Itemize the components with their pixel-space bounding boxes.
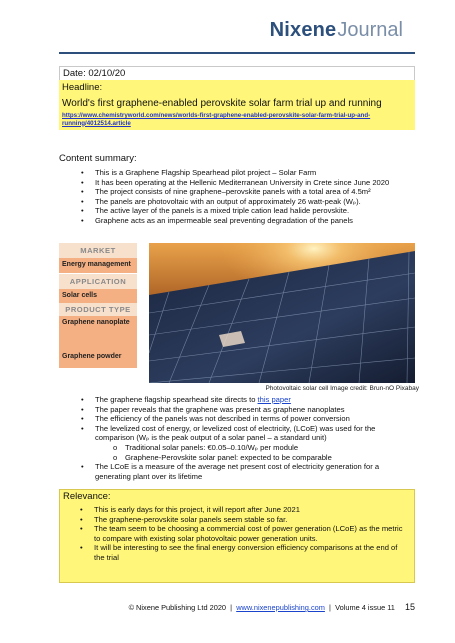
list-item: • It will be interesting to see the final energy conversion efficiency comparisons at the end of the trial: [80, 543, 398, 562]
headline-source-link[interactable]: https://www.chemistryworld.com/news/worlds-first-graphene-enabled-perovskite-solar-farm-trial-up-and-running/4012514.article: [62, 112, 371, 127]
list-item: • The graphene flagship spearhead site directs to this paper: [81, 395, 291, 404]
list-item: • The efficiency of the panels was not described in terms of power conversion: [81, 414, 350, 424]
footer-website-link[interactable]: www.nixenepublishing.com: [236, 603, 325, 612]
market-label: MARKET: [59, 243, 137, 258]
list-item: • The levelized cost of energy, or levelized cost of electricity, (LCoE) was used for the comparison (Wₚ is the peak output of a solar panel – a standard unit): [81, 423, 376, 443]
paper-link[interactable]: this paper: [257, 395, 291, 404]
list-item: • The project consists of nine graphene–perovskite panels with a total area of 4.5m²: [81, 187, 371, 197]
photo-credit: Photovoltaic solar cell Image credit: Brun-nO Pixabay: [265, 385, 419, 392]
list-item: • The graphene-perovskite solar panels seem stable so far.: [80, 514, 288, 524]
sub-list-item: o Graphene-Perovskite solar panel: expected to be comparable: [113, 452, 332, 462]
content-summary-title: Content summary:: [59, 153, 137, 164]
list-item: • The paper reveals that the graphene was present as graphene nanoplates: [81, 404, 345, 414]
product-value: Graphene nanoplate: [59, 316, 137, 349]
footer-separator: |: [230, 603, 233, 612]
logo-name-light: Journal: [337, 19, 403, 41]
relevance-box: [59, 489, 415, 583]
footer-copyright: © Nixene Publishing Ltd 2020: [128, 603, 227, 612]
application-value: Solar cells: [59, 289, 137, 304]
page-footer: [0, 602, 415, 612]
list-item: • Graphene acts as an impermeable seal preventing degradation of the panels: [81, 215, 353, 225]
product-value: Graphene powder: [59, 349, 137, 368]
list-item: • The team seem to be choosing a commercial cost of power generation (LCoE) as the metric to compare with existing solar photovoltaic power generation units.: [80, 524, 403, 543]
product-type-label: PRODUCT TYPE: [59, 303, 137, 316]
footer-volume: Volume 4 issue 11: [335, 603, 395, 612]
solar-panel-photo: [149, 243, 415, 383]
headline-box: [59, 80, 415, 130]
headline-label: Headline:: [62, 82, 103, 93]
list-item: • The panels are photovoltaic with an output of approximately 26 watt-peak (Wₚ).: [81, 196, 361, 206]
list-item: • The LCoE is a measure of the average net present cost of electricity generation for a generating plant over its lifetime: [81, 462, 380, 481]
application-label: APPLICATION: [59, 274, 137, 289]
sub-list-item: o Traditional solar panels: €0.05–0.10/Wₚ per module: [113, 442, 299, 452]
journal-logo: [270, 20, 403, 40]
solar-panel-image: [149, 243, 415, 383]
article-date: Date: 02/10/20: [59, 66, 415, 81]
page-number: 15: [404, 602, 415, 612]
headline-title: World's first graphene-enabled perovskite solar farm trial up and running: [62, 98, 382, 109]
header-rule: [59, 52, 415, 54]
list-item: • This is a Graphene Flagship Spearhead pilot project – Solar Farm: [81, 168, 317, 177]
details-list: [81, 395, 411, 481]
list-item: • The active layer of the panels is a mixed triple cation lead halide perovskite.: [81, 206, 350, 216]
market-value: Energy management: [59, 258, 137, 273]
logo-name-bold: Nixene: [269, 19, 337, 41]
relevance-list: [80, 505, 408, 563]
relevance-title: Relevance:: [63, 491, 111, 502]
list-item: • This is early days for this project, it will report after June 2021: [80, 505, 300, 514]
list-item: • It has been operating at the Hellenic Mediterranean University in Crete since June 2020: [81, 177, 390, 187]
footer-separator: |: [329, 603, 331, 612]
classification-sidebar: [59, 243, 137, 368]
content-summary-list: [81, 168, 411, 226]
